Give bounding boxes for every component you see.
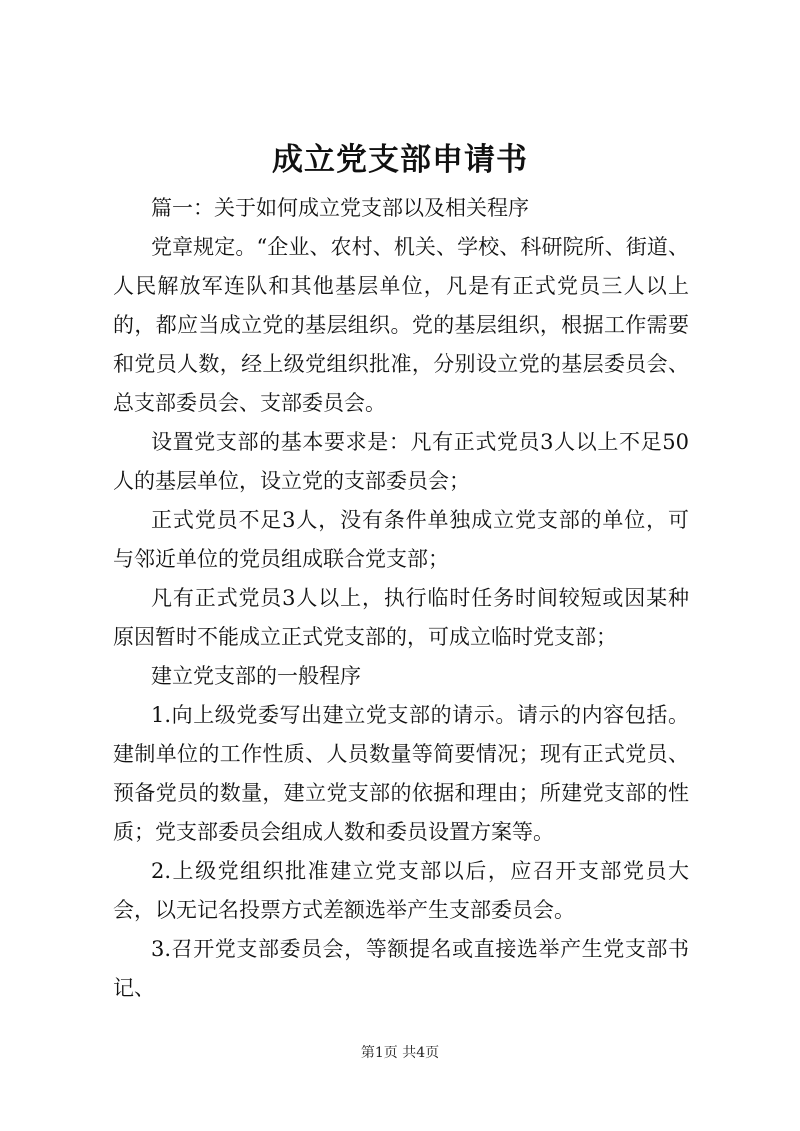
- paragraph-basic-requirements: 设置党支部的基本要求是：凡有正式党员3人以上不足50人的基层单位，设立党的支部委员会；: [113, 430, 689, 493]
- document-body: [113, 189, 689, 1008]
- paragraph-step-2: 2.上级党组织批准建立党支部以后，应召开支部党员大会，以无记名投票方式差额选举产生支部委员会。: [113, 859, 689, 922]
- paragraph-procedure-heading: 建立党支部的一般程序: [151, 664, 361, 688]
- document-title: 成立党支部申请书: [272, 142, 528, 178]
- page-number-footer: 第1页 共4页: [360, 1045, 440, 1061]
- paragraph-step-3: 3.召开党支部委员会，等额提名或直接选举产生党支部书记、: [113, 937, 689, 1000]
- paragraph-section-heading: 篇一：关于如何成立党支部以及相关程序: [151, 196, 529, 220]
- paragraph-step-1: 1.向上级党委写出建立党支部的请示。请示的内容包括。建制单位的工作性质、人员数量等简要情况；现有正式党员、预备党员的数量，建立党支部的依据和理由；所建党支部的性质；党支部委员会组成人数和委员设置方案等。: [113, 703, 689, 844]
- paragraph-temporary-branch: 凡有正式党员3人以上，执行临时任务时间较短或因某种原因暂时不能成立正式党支部的，可成立临时党支部；: [113, 586, 689, 649]
- paragraph-party-constitution: 党章规定。“企业、农村、机关、学校、科研院所、街道、人民解放军连队和其他基层单位，凡是有正式党员三人以上的，都应当成立党的基层组织。党的基层组织，根据工作需要和党员人数，经上级党组织批准，分别设立党的基层委员会、总支部委员会、支部委员会。: [113, 235, 689, 415]
- paragraph-joint-branch: 正式党员不足3人，没有条件单独成立党支部的单位，可与邻近单位的党员组成联合党支部；: [113, 508, 689, 571]
